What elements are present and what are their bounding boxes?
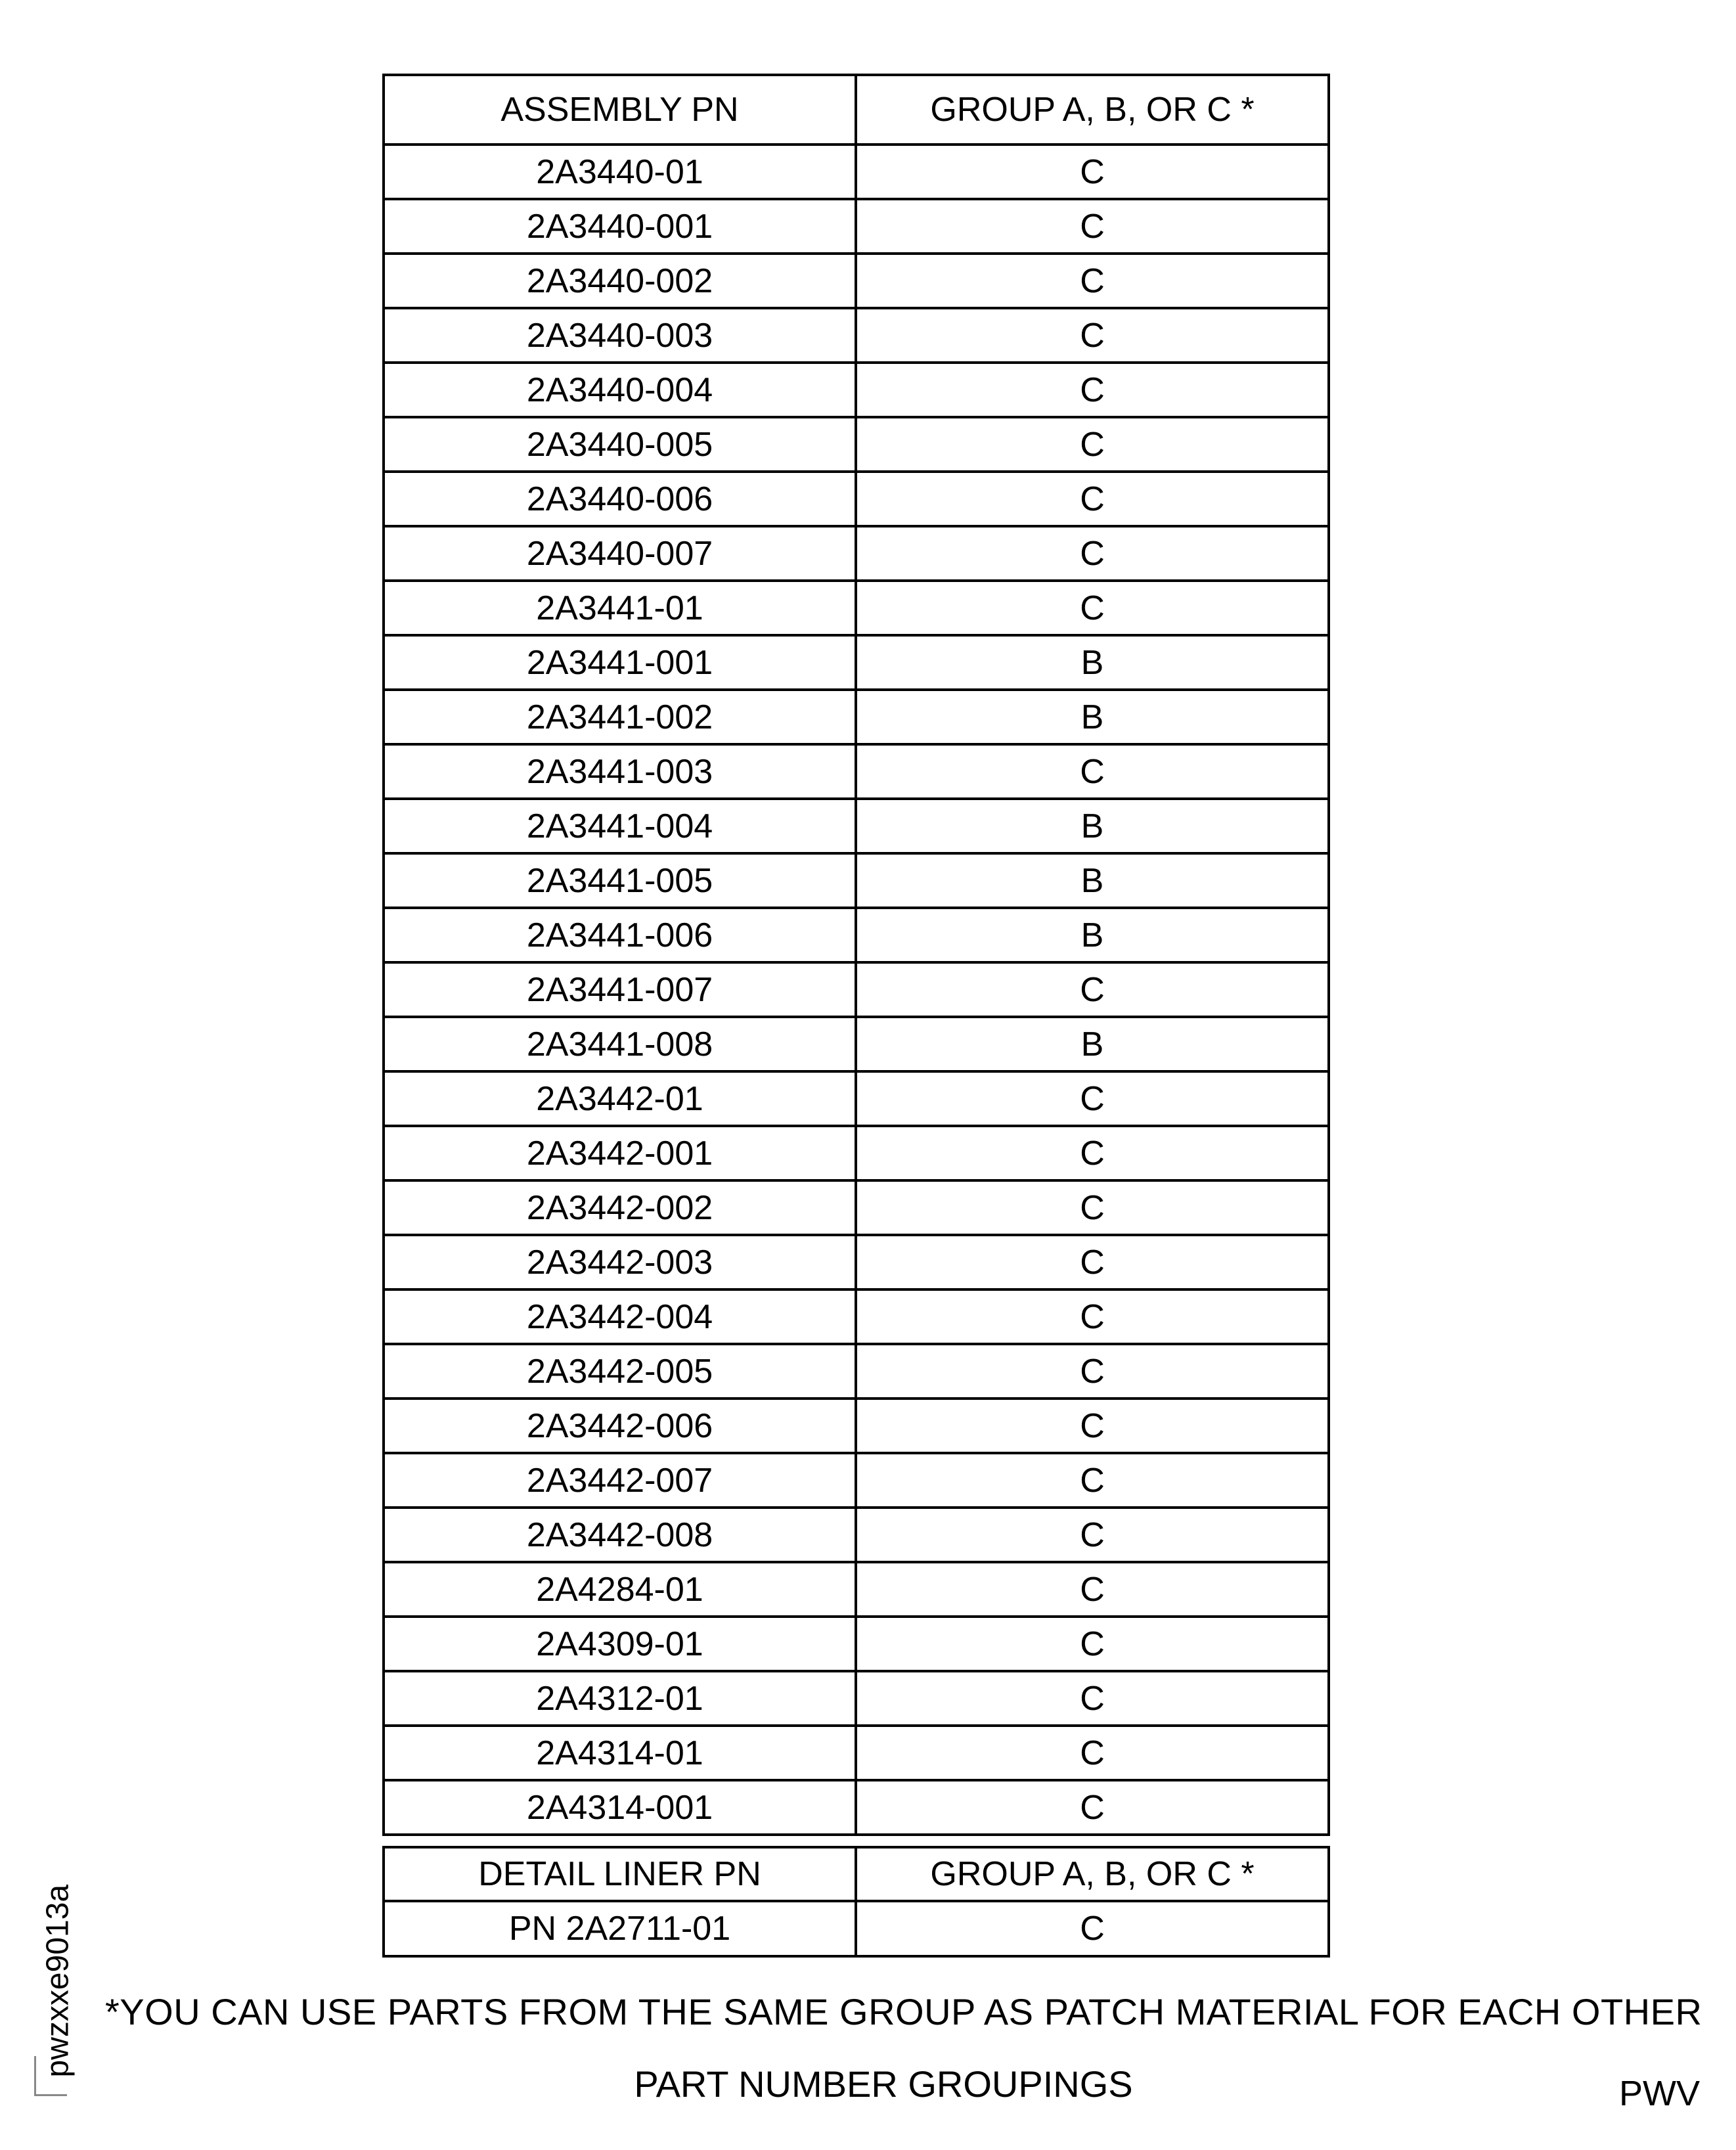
group-cell: B: [856, 799, 1329, 853]
part-number-cell: 2A3441-002: [384, 690, 856, 744]
assembly-table-row: [384, 908, 1329, 962]
part-number-cell: 2A3441-004: [384, 799, 856, 853]
group-cell: C: [856, 962, 1329, 1017]
part-number-cell: 2A3442-006: [384, 1399, 856, 1453]
assembly-table-row: [384, 1671, 1329, 1726]
group-cell: C: [856, 1562, 1329, 1617]
assembly-table-row: [384, 799, 1329, 853]
group-cell: C: [856, 581, 1329, 635]
part-number-cell: 2A3441-005: [384, 853, 856, 908]
group-cell: C: [856, 526, 1329, 581]
assembly-table-body: [384, 145, 1329, 1835]
group-cell: C: [856, 1508, 1329, 1562]
part-number-cell: 2A3441-008: [384, 1017, 856, 1071]
figure-id-bracket-vertical: [34, 2056, 36, 2095]
part-number-cell: 2A3440-007: [384, 526, 856, 581]
group-cell: C: [856, 1071, 1329, 1126]
assembly-table-row: [384, 308, 1329, 363]
group-cell: C: [856, 308, 1329, 363]
part-number-cell: 2A4312-01: [384, 1671, 856, 1726]
part-number-cell: 2A3441-003: [384, 744, 856, 799]
assembly-table-row: [384, 1235, 1329, 1289]
group-cell: C: [856, 1399, 1329, 1453]
part-number-cell: 2A3442-01: [384, 1071, 856, 1126]
group-cell: C: [856, 1289, 1329, 1344]
group-cell: C: [856, 1780, 1329, 1835]
part-number-cell: 2A3442-002: [384, 1180, 856, 1235]
group-cell: C: [856, 1617, 1329, 1671]
assembly-table-row: [384, 363, 1329, 417]
assembly-table-row: [384, 853, 1329, 908]
assembly-table-row: [384, 145, 1329, 199]
group-cell: B: [856, 635, 1329, 690]
assembly-table-row: [384, 1399, 1329, 1453]
document-code: PWV: [1619, 2074, 1701, 2113]
liner-group-header: GROUP A, B, OR C *: [856, 1847, 1329, 1901]
group-cell: C: [856, 199, 1329, 254]
group-cell: C: [856, 417, 1329, 472]
liner-table-header-row: [384, 1847, 1329, 1901]
part-number-cell: 2A3442-001: [384, 1126, 856, 1180]
group-cell: C: [856, 744, 1329, 799]
assembly-pn-header: ASSEMBLY PN: [384, 75, 856, 145]
group-cell: C: [856, 1344, 1329, 1399]
figure-id: pwzxxe9013a: [40, 1884, 76, 2078]
figure-id-bracket-horizontal: [34, 2094, 67, 2096]
liner-table-row: [384, 1901, 1329, 1956]
group-cell: C: [856, 472, 1329, 526]
assembly-table-row: [384, 1726, 1329, 1780]
group-cell: C: [856, 363, 1329, 417]
group-cell: C: [856, 1126, 1329, 1180]
part-number-cell: 2A3440-01: [384, 145, 856, 199]
assembly-table-row: [384, 254, 1329, 308]
detail-liner-table: [382, 1846, 1330, 1958]
figure-caption: PART NUMBER GROUPINGS: [634, 2063, 1133, 2105]
part-number-cell: 2A3442-008: [384, 1508, 856, 1562]
assembly-table-row: [384, 635, 1329, 690]
part-number-cell: 2A3442-007: [384, 1453, 856, 1508]
part-number-cell: 2A3440-004: [384, 363, 856, 417]
assembly-table-row: [384, 1289, 1329, 1344]
part-number-cell: 2A4314-001: [384, 1780, 856, 1835]
part-number-cell: 2A3440-001: [384, 199, 856, 254]
assembly-table-row: [384, 1780, 1329, 1835]
part-number-cell: 2A3440-005: [384, 417, 856, 472]
assembly-table-row: [384, 1562, 1329, 1617]
group-cell: C: [856, 1901, 1329, 1956]
assembly-table-row: [384, 962, 1329, 1017]
group-cell: C: [856, 1180, 1329, 1235]
assembly-table-row: [384, 472, 1329, 526]
part-number-cell: 2A3442-003: [384, 1235, 856, 1289]
assembly-pn-table: [382, 74, 1330, 1836]
group-cell: C: [856, 254, 1329, 308]
part-number-cell: 2A4284-01: [384, 1562, 856, 1617]
part-number-cell: 2A3441-01: [384, 581, 856, 635]
part-number-cell: 2A3442-005: [384, 1344, 856, 1399]
assembly-table-row: [384, 526, 1329, 581]
part-number-cell: PN 2A2711-01: [384, 1901, 856, 1956]
part-number-cell: 2A3441-001: [384, 635, 856, 690]
part-number-cell: 2A3442-004: [384, 1289, 856, 1344]
detail-liner-pn-header: DETAIL LINER PN: [384, 1847, 856, 1901]
assembly-table-row: [384, 1071, 1329, 1126]
part-number-cell: 2A3440-003: [384, 308, 856, 363]
assembly-table-row: [384, 690, 1329, 744]
assembly-table-row: [384, 417, 1329, 472]
assembly-table-row: [384, 1617, 1329, 1671]
assembly-table-row: [384, 1126, 1329, 1180]
assembly-table-row: [384, 581, 1329, 635]
liner-table-body: [384, 1901, 1329, 1956]
group-cell: C: [856, 1726, 1329, 1780]
assembly-table-row: [384, 1344, 1329, 1399]
group-cell: B: [856, 908, 1329, 962]
group-cell: B: [856, 853, 1329, 908]
group-cell: B: [856, 690, 1329, 744]
part-number-cell: 2A4314-01: [384, 1726, 856, 1780]
group-cell: C: [856, 1453, 1329, 1508]
assembly-table-row: [384, 744, 1329, 799]
group-header: GROUP A, B, OR C *: [856, 75, 1329, 145]
group-cell: C: [856, 1235, 1329, 1289]
assembly-table-row: [384, 199, 1329, 254]
part-number-cell: 2A4309-01: [384, 1617, 856, 1671]
footnote: *YOU CAN USE PARTS FROM THE SAME GROUP AS PATCH MATERIAL FOR EACH OTHER: [105, 1991, 1703, 2032]
assembly-table-row: [384, 1508, 1329, 1562]
assembly-table-row: [384, 1017, 1329, 1071]
assembly-table-row: [384, 1453, 1329, 1508]
assembly-table-header-row: [384, 75, 1329, 145]
group-cell: C: [856, 145, 1329, 199]
group-cell: B: [856, 1017, 1329, 1071]
group-cell: C: [856, 1671, 1329, 1726]
part-number-cell: 2A3440-002: [384, 254, 856, 308]
part-number-cell: 2A3441-007: [384, 962, 856, 1017]
part-number-cell: 2A3440-006: [384, 472, 856, 526]
assembly-table-row: [384, 1180, 1329, 1235]
part-number-cell: 2A3441-006: [384, 908, 856, 962]
